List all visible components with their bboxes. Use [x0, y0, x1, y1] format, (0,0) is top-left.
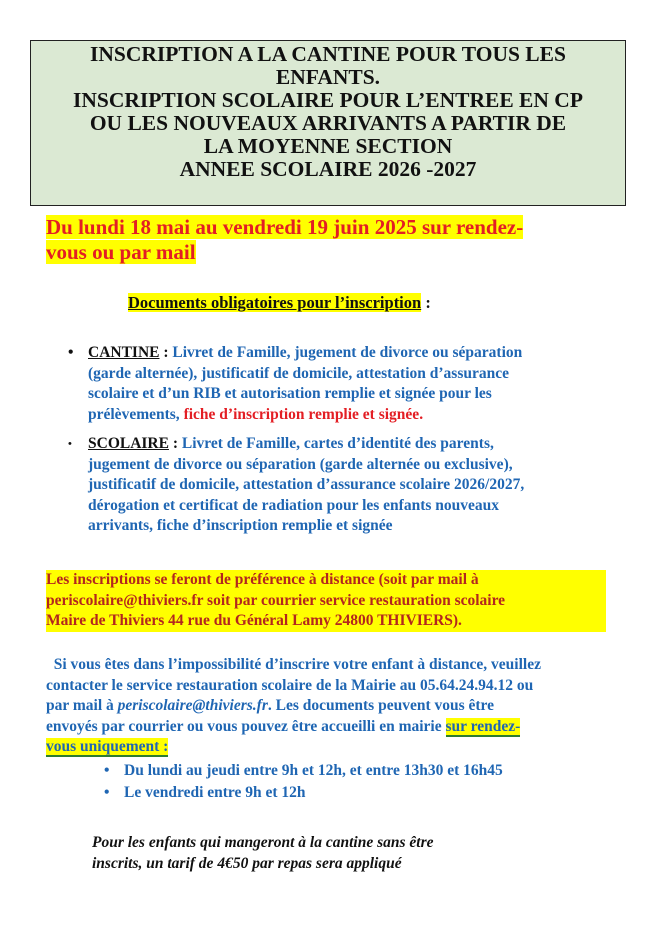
header-line: INSCRIPTION SCOLAIRE POUR L’ENTREE EN CP — [73, 88, 583, 112]
contact-paragraph — [46, 655, 618, 758]
schedule-text: Le vendredi entre 9h et 12h — [124, 784, 306, 801]
header-line: INSCRIPTION A LA CANTINE POUR TOUS LES — [90, 42, 566, 66]
appointment-highlight: sur rendez- — [445, 717, 521, 735]
notice-line: periscolaire@thiviers.fr soit par courrier service restauration scolaire — [46, 591, 506, 609]
header-line: ENFANTS. — [275, 65, 381, 89]
header-line: ANNEE SCOLAIRE 2026 -2027 — [179, 157, 477, 181]
registration-dates — [46, 215, 626, 265]
scolaire-key: SCOLAIRE — [88, 435, 169, 452]
scolaire-text: justificatif de domicile, attestation d’assurance scolaire 2026/2027, — [88, 476, 525, 493]
cantine-key: CANTINE — [88, 344, 160, 361]
header-box — [30, 40, 626, 206]
scolaire-text: arrivants, fiche d’inscription remplie et signée — [88, 517, 393, 534]
bullet-icon: • — [68, 438, 72, 450]
dates-line-1: Du lundi 18 mai au vendredi 19 juin 2025 sur rendez- — [46, 215, 524, 239]
cantine-colon: : — [159, 344, 173, 361]
contact-line: . Les documents peuvent vous être — [267, 697, 495, 714]
dates-line-2: vous ou par mail — [46, 240, 196, 264]
scolaire-item — [68, 434, 608, 537]
scolaire-text: jugement de divorce ou séparation (garde alternée ou exclusive), — [88, 455, 513, 473]
contact-line: Si vous êtes dans l’impossibilité d’inscrire votre enfant à distance, veuillez — [46, 656, 541, 673]
cantine-item — [68, 343, 608, 425]
remote-registration-notice — [46, 570, 606, 632]
bullet-icon: • — [104, 784, 110, 801]
documents-title — [128, 293, 431, 313]
cantine-text: Livret de Famille, jugement de divorce ou séparation — [172, 344, 523, 361]
contact-line: contacter le service restauration scolaire de la Mairie au 05.64.24.94.12 ou — [46, 676, 534, 694]
contact-line: par mail à — [46, 697, 118, 714]
cantine-text: prélèvements, — [88, 405, 184, 423]
bullet-icon: • — [68, 344, 74, 361]
scolaire-text: Livret de Famille, cartes d’identité des parents, — [181, 435, 494, 452]
documents-title-suffix: : — [421, 293, 431, 312]
documents-title-label: Documents obligatoires pour l’inscription — [128, 293, 422, 312]
scolaire-colon: : — [168, 435, 182, 452]
notice-line: Maire de Thiviers 44 rue du Général Lamy 24800 THIVIERS). — [46, 612, 462, 629]
header-line: OU LES NOUVEAUX ARRIVANTS A PARTIR DE — [89, 111, 567, 135]
header-line: LA MOYENNE SECTION — [203, 134, 453, 158]
footer-line: Pour les enfants qui mangeront à la cantine sans être — [92, 834, 434, 851]
appointment-highlight: vous uniquement : — [46, 738, 169, 755]
footer-line: inscrits, un tarif de 4€50 par repas sera appliqué — [92, 854, 402, 872]
contact-line: envoyés par courrier ou vous pouvez être accueilli en mairie — [46, 717, 446, 735]
cantine-text: (garde alternée), justificatif de domicile, attestation d’assurance — [88, 364, 509, 382]
cantine-form-note: fiche d’inscription remplie et signée. — [183, 405, 424, 423]
footer-note — [92, 833, 572, 874]
schedule-text: Du lundi au jeudi entre 9h et 12h, et entre 13h30 et 16h45 — [124, 762, 503, 779]
email-link[interactable]: periscolaire@thiviers.fr — [117, 697, 268, 714]
bullet-icon: • — [104, 762, 110, 779]
scolaire-text: dérogation et certificat de radiation pour les enfants nouveaux — [88, 496, 500, 514]
cantine-text: scolaire et d’un RIB et autorisation remplie et signée pour les — [88, 385, 492, 402]
notice-line: Les inscriptions se feront de préférence à distance (soit par mail à — [46, 571, 479, 588]
